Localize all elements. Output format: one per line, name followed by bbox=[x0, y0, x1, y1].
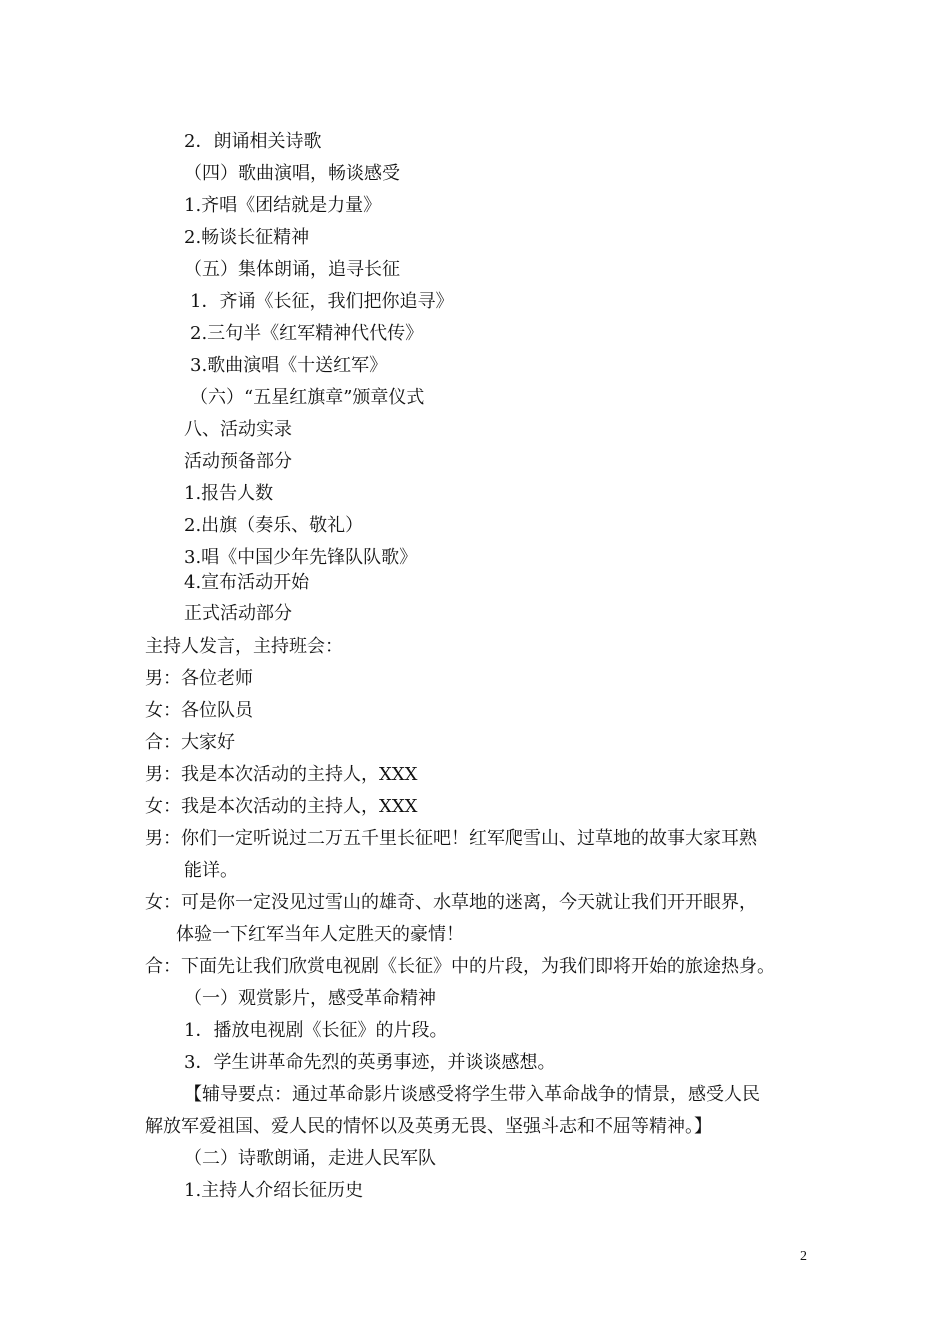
text-line: 1．播放电视剧《长征》的片段。 bbox=[184, 1020, 448, 1041]
text-line: 1．齐诵《长征，我们把你追寻》 bbox=[190, 291, 454, 312]
section-heading: （四）歌曲演唱，畅谈感受 bbox=[184, 163, 400, 184]
text-line: 2.三句半《红军精神代代传》 bbox=[190, 323, 424, 344]
text-line: 3．学生讲革命先烈的英勇事迹，并谈谈感想。 bbox=[184, 1052, 556, 1073]
guidance-note: 【辅导要点：通过革命影片谈感受将学生带入革命战争的情景，感受人民 bbox=[184, 1084, 760, 1105]
dialogue-line: 男：各位老师 bbox=[145, 668, 253, 689]
dialogue-line: 女：各位队员 bbox=[145, 700, 253, 721]
text-line: 1.齐唱《团结就是力量》 bbox=[184, 195, 382, 216]
text-line: 活动预备部分 bbox=[184, 451, 292, 472]
text-line: 4.宣布活动开始 bbox=[184, 572, 310, 593]
dialogue-continuation: 体验一下红军当年人定胜天的豪情！ bbox=[176, 924, 464, 945]
guidance-note-continuation: 解放军爱祖国、爱人民的情怀以及英勇无畏、坚强斗志和不屈等精神。】 bbox=[145, 1116, 712, 1137]
text-line: 2.出旗（奏乐、敬礼） bbox=[184, 515, 364, 536]
text-line: 正式活动部分 bbox=[184, 603, 292, 624]
text-line: 3.歌曲演唱《十送红军》 bbox=[190, 355, 388, 376]
dialogue-line: 合：大家好 bbox=[145, 732, 235, 753]
dialogue-line: 合：下面先让我们欣赏电视剧《长征》中的片段，为我们即将开始的旅途热身。 bbox=[145, 956, 775, 977]
dialogue-continuation: 能详。 bbox=[184, 860, 238, 881]
dialogue-line: 女：我是本次活动的主持人，XXX bbox=[145, 796, 418, 817]
text-line: 3.唱《中国少年先锋队队歌》 bbox=[184, 547, 418, 568]
page-number: 2 bbox=[800, 1249, 807, 1264]
text-line: 2.畅谈长征精神 bbox=[184, 227, 310, 248]
section-heading: （六）“五星红旗章”颁章仪式 bbox=[190, 387, 425, 408]
section-heading: （二）诗歌朗诵，走进人民军队 bbox=[184, 1148, 436, 1169]
dialogue-line: 男：我是本次活动的主持人，XXX bbox=[145, 764, 418, 785]
dialogue-line: 男：你们一定听说过二万五千里长征吧！红军爬雪山、过草地的故事大家耳熟 bbox=[145, 828, 757, 849]
text-line: 1.报告人数 bbox=[184, 483, 274, 504]
section-heading: （一）观赏影片，感受革命精神 bbox=[184, 988, 436, 1009]
section-heading: 八、活动实录 bbox=[184, 419, 292, 440]
dialogue-line: 女：可是你一定没见过雪山的雄奇、水草地的迷离，今天就让我们开开眼界， bbox=[145, 892, 757, 913]
text-line: 主持人发言，主持班会： bbox=[145, 636, 343, 657]
text-line: 1.主持人介绍长征历史 bbox=[184, 1180, 364, 1201]
section-heading: （五）集体朗诵，追寻长征 bbox=[184, 259, 400, 280]
text-line: 2．朗诵相关诗歌 bbox=[184, 131, 322, 152]
